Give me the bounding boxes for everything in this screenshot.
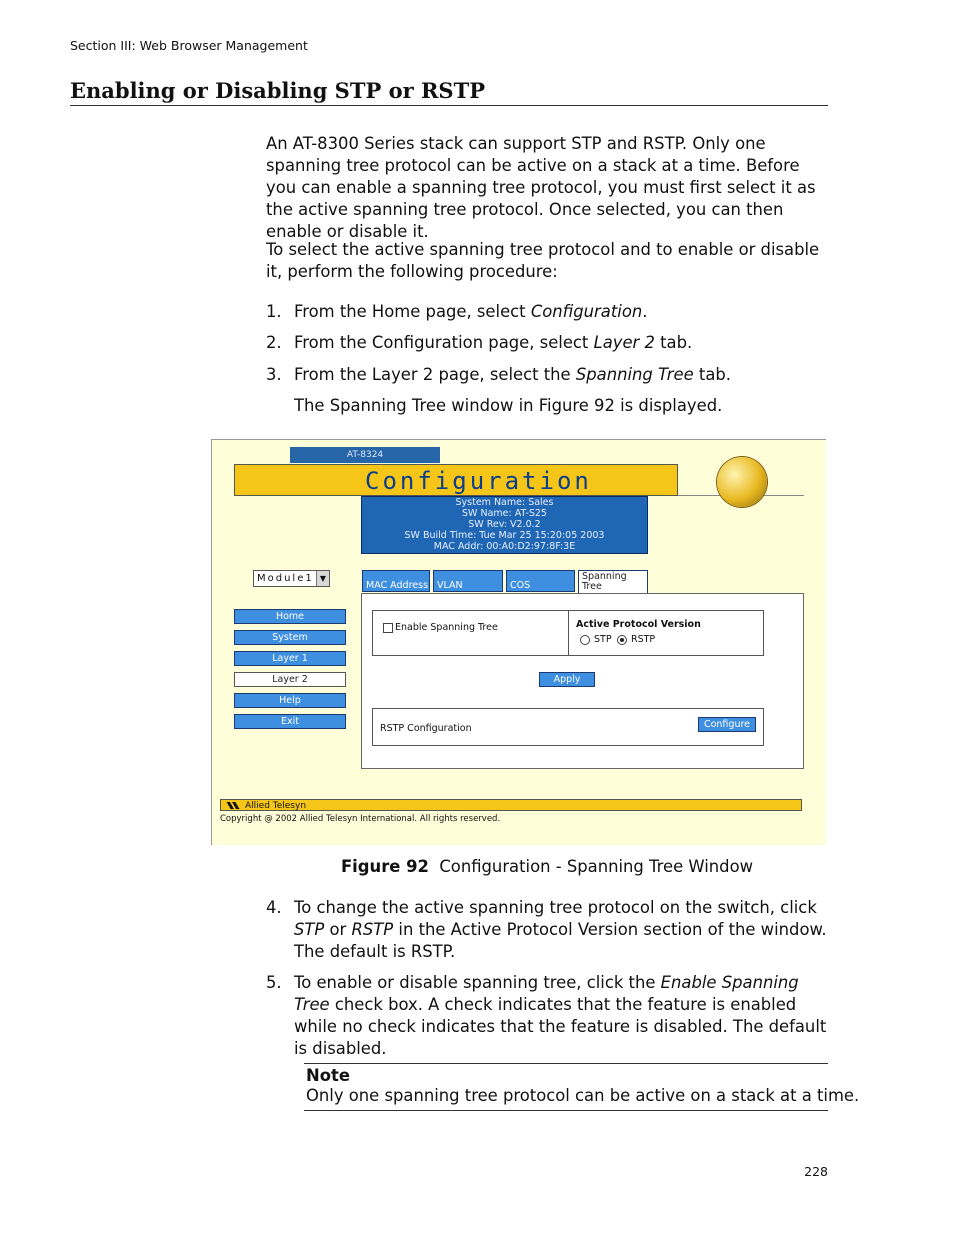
step-3-followup: The Spanning Tree window in Figure 92 is displayed. bbox=[294, 396, 723, 415]
step-emphasis: Layer 2 bbox=[593, 333, 655, 352]
configuration-title: Configuration bbox=[365, 467, 592, 495]
stp-settings-box bbox=[372, 610, 764, 656]
configure-button[interactable]: Configure bbox=[698, 717, 756, 732]
footer-brand-bar: Allied Telesyn bbox=[220, 799, 802, 811]
globe-icon bbox=[717, 457, 767, 507]
figure-screenshot bbox=[211, 439, 826, 845]
tab-spanning-line1: Spanning bbox=[582, 571, 627, 582]
intro-paragraph: An AT-8300 Series stack can support STP and RSTP. Only one spanning tree protocol can be active on a stack at a time. Before you can enable a spanning tree protocol, you must first select it as the active spanning tree protocol. Once selected, you can then enable or disable it. bbox=[266, 134, 816, 241]
module-select[interactable] bbox=[253, 570, 330, 587]
rstp-config-label: RSTP Configuration bbox=[380, 723, 472, 734]
step-text: From the Configuration page, select bbox=[294, 333, 594, 352]
note-text: Only one spanning tree protocol can be active on a stack at a time. bbox=[306, 1086, 860, 1105]
step-number: 2. bbox=[266, 333, 282, 352]
step-number: 4. bbox=[266, 898, 282, 917]
figure-label: Figure 92 bbox=[340, 857, 429, 876]
tab-mac-address[interactable]: MAC Address bbox=[362, 570, 430, 592]
nav-system-button[interactable]: System bbox=[234, 630, 346, 645]
rstp-radio-label: RSTP bbox=[631, 634, 656, 645]
page-title: Enabling or Disabling STP or RSTP bbox=[70, 78, 828, 106]
step-number: 5. bbox=[266, 973, 282, 992]
figure-caption bbox=[211, 857, 883, 876]
step-emphasis: STP bbox=[294, 920, 325, 939]
step-text: check box. A check indicates that the feature is enabled while no check indicates that the feature is disabled. The default is disabled. bbox=[294, 995, 827, 1058]
spanning-tree-panel bbox=[361, 593, 804, 769]
nav-home-button[interactable]: Home bbox=[234, 609, 346, 624]
sw-build-time: SW Build Time: Tue Mar 25 15:20:05 2003 bbox=[404, 530, 605, 541]
nav-layer1-button[interactable]: Layer 1 bbox=[234, 651, 346, 666]
apply-button[interactable]: Apply bbox=[539, 672, 595, 687]
mac-addr: MAC Addr: 00:A0:D2:97:8F:3E bbox=[433, 541, 576, 552]
module-select-value: Module1 bbox=[257, 573, 314, 584]
step-emphasis: RSTP bbox=[351, 920, 394, 939]
rstp-config-box bbox=[372, 708, 764, 746]
page-number: 228 bbox=[804, 1164, 828, 1179]
stp-radio[interactable] bbox=[580, 635, 590, 645]
tab-spanning-tree[interactable] bbox=[578, 570, 648, 594]
step-text-end: tab. bbox=[693, 365, 731, 384]
tab-spanning-line2: Tree bbox=[582, 581, 602, 592]
sw-name: SW Name: AT-S25 bbox=[462, 508, 547, 519]
procedure-intro: To select the active spanning tree protocol and to enable or disable it, perform the following procedure: bbox=[266, 240, 820, 281]
figure-caption-text: Configuration - Spanning Tree Window bbox=[439, 857, 754, 876]
tab-vlan[interactable]: VLAN bbox=[433, 570, 503, 592]
note-box bbox=[304, 1063, 860, 1111]
step-text-end: tab. bbox=[654, 333, 693, 352]
nav-help-button[interactable]: Help bbox=[234, 693, 346, 708]
step-text: From the Home page, select bbox=[294, 302, 531, 321]
tab-cos[interactable]: COS bbox=[506, 570, 575, 592]
note-title: Note bbox=[306, 1066, 350, 1085]
stp-radio-label: STP bbox=[594, 634, 612, 645]
protocol-heading: Active Protocol Version bbox=[576, 619, 701, 630]
section-header: Section III: Web Browser Management bbox=[70, 38, 308, 53]
enable-spanning-tree-label: Enable Spanning Tree bbox=[395, 622, 498, 633]
step-text: To enable or disable spanning tree, click the bbox=[294, 973, 661, 992]
system-info-panel bbox=[361, 496, 648, 554]
box-divider bbox=[568, 611, 569, 655]
step-text: in the Active Protocol Version section of the window. The default is RSTP. bbox=[294, 920, 827, 961]
system-name: System Name: Sales bbox=[455, 497, 554, 508]
step-text-end: . bbox=[642, 302, 648, 321]
step-text: To change the active spanning tree protocol on the switch, click bbox=[294, 898, 817, 917]
nav-exit-button[interactable]: Exit bbox=[234, 714, 346, 729]
copyright-text: Copyright @ 2002 Allied Telesyn International. All rights reserved. bbox=[220, 814, 501, 824]
step-emphasis: Enable Spanning Tree bbox=[294, 973, 799, 1014]
step-text: or bbox=[324, 920, 352, 939]
enable-spanning-tree-checkbox[interactable] bbox=[383, 623, 393, 633]
step-number: 3. bbox=[266, 365, 282, 384]
sw-rev: SW Rev: V2.0.2 bbox=[468, 519, 541, 530]
configuration-banner bbox=[234, 464, 678, 496]
step-text: From the Layer 2 page, select the bbox=[294, 365, 576, 384]
nav-layer2-button[interactable]: Layer 2 bbox=[234, 672, 346, 687]
step-emphasis: Spanning Tree bbox=[575, 365, 694, 384]
step-emphasis: Configuration bbox=[530, 302, 643, 321]
model-label: AT-8324 bbox=[290, 447, 440, 463]
step-number: 1. bbox=[266, 302, 282, 321]
rstp-radio[interactable] bbox=[617, 635, 627, 645]
allied-telesyn-logo-icon bbox=[224, 802, 242, 809]
chevron-down-icon[interactable]: ▼ bbox=[316, 571, 329, 586]
